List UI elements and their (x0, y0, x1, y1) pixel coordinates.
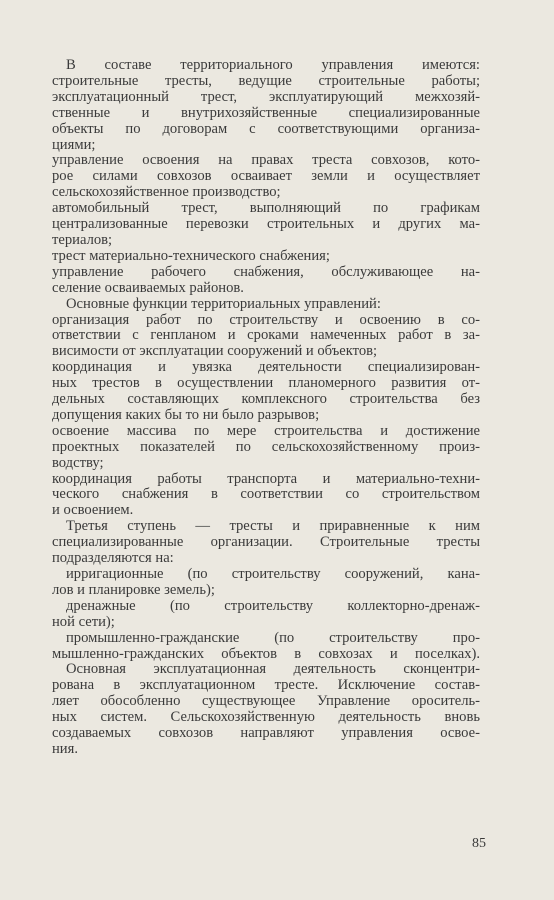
text-line: селение осваиваемых районов. (52, 279, 244, 296)
text-line: ляет обособленно существующее Управление ороситель- (52, 693, 480, 710)
text-line: Основные функции территориальных управлений: (66, 295, 381, 312)
text-line: ных трестов в осуществлении планомерного развития от- (52, 375, 480, 392)
page-body (52, 58, 480, 758)
text-line: висимости от эксплуатации сооружений и объектов; (52, 343, 378, 360)
text-line: дренажные (по строительству коллекторно-дренаж- (66, 597, 480, 614)
text-line: подразделяются на: (52, 550, 174, 567)
text-line: Третья ступень — тресты и приравненные к ним (66, 518, 480, 535)
text-line: рована в эксплуатационном тресте. Исключение состав- (52, 677, 480, 694)
text-line: дельных составляющих комплексного строительства без (52, 391, 480, 408)
text-line: ответствии с генпланом и сроками намеченных работ в за- (52, 327, 480, 344)
text-line: управление освоения на правах треста совхозов, кото- (52, 152, 480, 169)
text-line: ирригационные (по строительству сооружений, кана- (66, 566, 480, 582)
text-line: промышленно-гражданские (по строительству про- (66, 629, 480, 646)
text-line: сельскохозяйственное производство; (52, 184, 281, 201)
text-line: объекты по договорам с соответствующими организа- (52, 120, 480, 137)
text-line: лов и планировке земель); (52, 581, 215, 598)
text-line: териалов; (52, 231, 113, 248)
text-line: централизованные перевозки строительных и других ма- (52, 216, 480, 233)
text-line: допущения каких бы то ни было разрывов; (52, 406, 320, 423)
text-line: циями; (52, 136, 96, 153)
text-line: создаваемых совхозов направляют управления освое- (52, 725, 480, 742)
text-line: и освоением. (52, 502, 134, 519)
text-line: строительные тресты, ведущие строительные работы; (52, 72, 480, 89)
text-line: В составе территориального управления имеются: (66, 57, 480, 73)
text-line: эксплуатационный трест, эксплуатирующий межхозяй- (52, 88, 480, 105)
text-line: автомобильный трест, выполняющий по графикам (52, 200, 480, 217)
text-line: организация работ по строительству и освоению в со- (52, 311, 480, 328)
text-line: ных систем. Сельскохозяйственную деятельность вновь (52, 709, 480, 726)
text-line: ственные и внутрихозяйственные специализированные (52, 104, 480, 121)
text-line: управление рабочего снабжения, обслуживающее на- (52, 263, 480, 280)
text-line: ния. (52, 740, 78, 757)
text-line: водству; (52, 454, 104, 471)
text-line: проектных показателей по сельскохозяйственному произ- (52, 438, 480, 455)
text-line: трест материально-технического снабжения; (52, 247, 330, 264)
text-line: освоение массива по мере строительства и достижение (52, 422, 480, 439)
text-line: специализированные организации. Строительные тресты (52, 534, 480, 551)
text-line: ной сети); (52, 613, 115, 630)
text-line: координация и увязка деятельности специализирован- (52, 359, 480, 376)
text-line: ческого снабжения в соответствии со строительством (52, 486, 480, 503)
text-line: координация работы транспорта и материально-техни- (52, 470, 480, 487)
text-line: Основная эксплуатационная деятельность сконцентри- (66, 661, 480, 678)
text-line: мышленно-гражданских объектов в совхозах и поселках). (52, 645, 480, 662)
text-line: рое силами совхозов осваивает земли и осуществляет (52, 168, 480, 185)
page-number: 85 (472, 836, 486, 851)
